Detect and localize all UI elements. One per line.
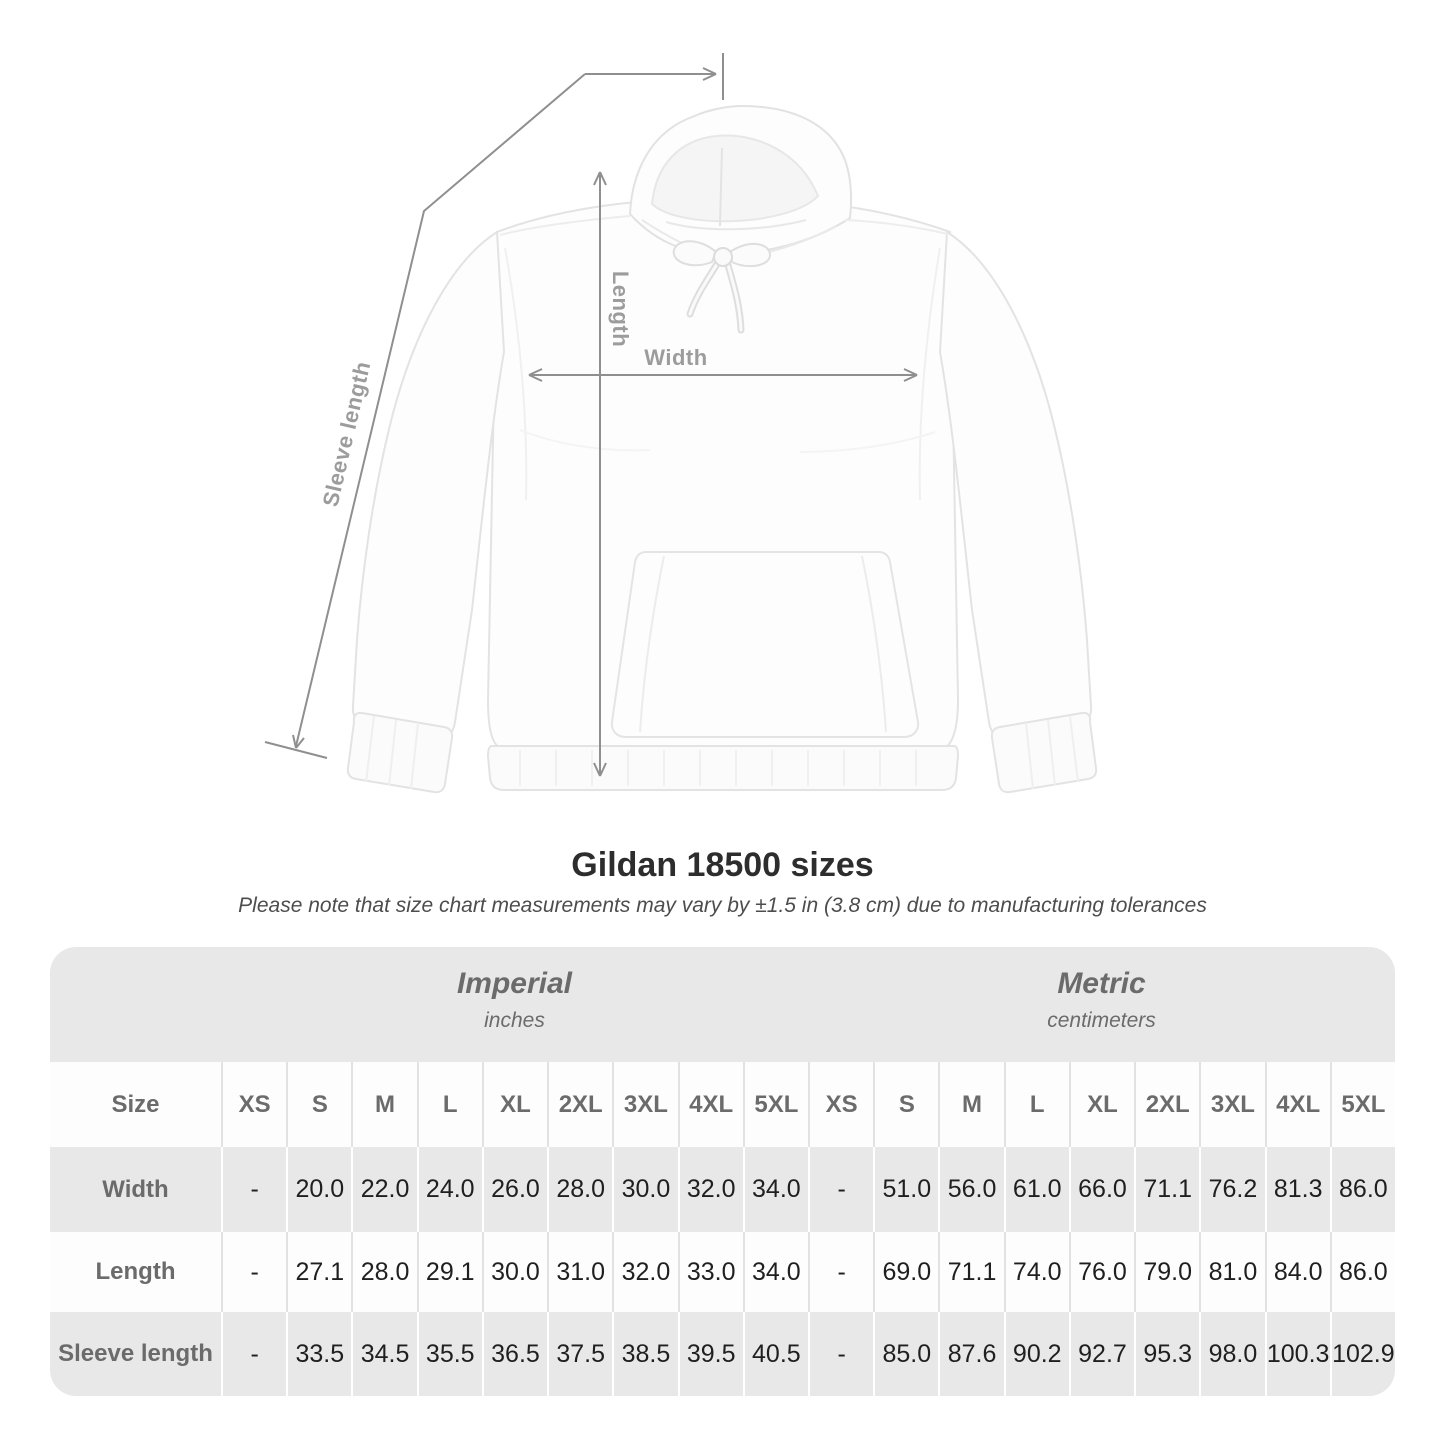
size-header-cell: 4XL [1265, 1062, 1330, 1147]
size-header-cell: L [1004, 1062, 1069, 1147]
value-cell: 37.5 [547, 1312, 612, 1396]
value-cell: 61.0 [1004, 1147, 1069, 1232]
size-header-cell: XS [808, 1062, 873, 1147]
size-header-cell: 3XL [612, 1062, 677, 1147]
value-cell: 28.0 [547, 1147, 612, 1232]
value-cell: 39.5 [678, 1312, 743, 1396]
sleeve-length-row [50, 1312, 1395, 1396]
size-header-cell: M [351, 1062, 416, 1147]
imperial-unit: inches [484, 1009, 545, 1032]
imperial-title: Imperial [456, 967, 573, 1000]
size-header-cell: XL [482, 1062, 547, 1147]
value-cell: 85.0 [873, 1312, 938, 1396]
value-cell: - [808, 1312, 873, 1396]
value-cell: 71.1 [938, 1232, 1003, 1312]
value-cell: 81.3 [1265, 1147, 1330, 1232]
value-cell: 26.0 [482, 1147, 547, 1232]
page-title: Gildan 18500 sizes [571, 846, 874, 884]
size-header-cell: 2XL [547, 1062, 612, 1147]
metric-unit: centimeters [1047, 1009, 1156, 1032]
value-cell: 102.9 [1330, 1312, 1395, 1396]
row-label: Width [102, 1175, 169, 1203]
value-cell: - [221, 1232, 286, 1312]
size-header-row [50, 1062, 1395, 1147]
value-cell: 81.0 [1199, 1232, 1264, 1312]
row-label: Sleeve length [58, 1340, 213, 1367]
value-cell: - [808, 1232, 873, 1312]
value-cell: 79.0 [1134, 1232, 1199, 1312]
size-chart-table [50, 947, 1395, 1396]
value-cell: 74.0 [1004, 1232, 1069, 1312]
value-cell: 90.2 [1004, 1312, 1069, 1396]
value-cell: 28.0 [351, 1232, 416, 1312]
value-cell: 87.6 [938, 1312, 1003, 1396]
imperial-group-header [221, 967, 808, 1033]
value-cell: 24.0 [417, 1147, 482, 1232]
value-cell: 36.5 [482, 1312, 547, 1396]
size-header-cell: 2XL [1134, 1062, 1199, 1147]
size-header-cell: 5XL [743, 1062, 808, 1147]
value-cell: 76.0 [1069, 1232, 1134, 1312]
sleeve-length-label: Sleeve length [317, 358, 376, 509]
size-header-cell: S [873, 1062, 938, 1147]
value-cell: 38.5 [612, 1312, 677, 1396]
size-header-cell: XL [1069, 1062, 1134, 1147]
size-header-cell: XS [221, 1062, 286, 1147]
units-band [50, 947, 1395, 1062]
size-header-cell: 3XL [1199, 1062, 1264, 1147]
size-header-cell: S [286, 1062, 351, 1147]
value-cell: 32.0 [612, 1232, 677, 1312]
value-cell: 20.0 [286, 1147, 351, 1232]
corner-header-cell: Size [111, 1090, 160, 1118]
value-cell: 84.0 [1265, 1232, 1330, 1312]
value-cell: - [221, 1147, 286, 1232]
length-label: Length [608, 270, 633, 348]
metric-group-header [808, 967, 1395, 1033]
value-cell: 76.2 [1199, 1147, 1264, 1232]
value-cell: 34.0 [743, 1232, 808, 1312]
width-label: Width [644, 345, 708, 370]
value-cell: 35.5 [417, 1312, 482, 1396]
value-cell: - [808, 1147, 873, 1232]
value-cell: 56.0 [938, 1147, 1003, 1232]
value-cell: 29.1 [417, 1232, 482, 1312]
size-header-cell: M [938, 1062, 1003, 1147]
value-cell: 34.0 [743, 1147, 808, 1232]
value-cell: - [221, 1312, 286, 1396]
size-header-cell: L [417, 1062, 482, 1147]
value-cell: 34.5 [351, 1312, 416, 1396]
value-cell: 66.0 [1069, 1147, 1134, 1232]
value-cell: 51.0 [873, 1147, 938, 1232]
metric-title: Metric [1057, 967, 1146, 1000]
tolerance-note: Please note that size chart measurements may vary by ±1.5 in (3.8 cm) due to manufacturing tolerances [238, 894, 1207, 917]
value-cell: 22.0 [351, 1147, 416, 1232]
value-cell: 86.0 [1330, 1232, 1395, 1312]
value-cell: 32.0 [678, 1147, 743, 1232]
value-cell: 30.0 [482, 1232, 547, 1312]
size-header-cell: 5XL [1330, 1062, 1395, 1147]
value-cell: 95.3 [1134, 1312, 1199, 1396]
length-row [50, 1232, 1395, 1312]
value-cell: 27.1 [286, 1232, 351, 1312]
value-cell: 86.0 [1330, 1147, 1395, 1232]
size-header-cell: 4XL [678, 1062, 743, 1147]
value-cell: 100.3 [1265, 1312, 1330, 1396]
row-label: Length [95, 1258, 176, 1285]
value-cell: 30.0 [612, 1147, 677, 1232]
value-cell: 31.0 [547, 1232, 612, 1312]
value-cell: 33.5 [286, 1312, 351, 1396]
width-row [50, 1147, 1395, 1232]
value-cell: 40.5 [743, 1312, 808, 1396]
value-cell: 69.0 [873, 1232, 938, 1312]
value-cell: 98.0 [1199, 1312, 1264, 1396]
value-cell: 71.1 [1134, 1147, 1199, 1232]
value-cell: 33.0 [678, 1232, 743, 1312]
value-cell: 92.7 [1069, 1312, 1134, 1396]
